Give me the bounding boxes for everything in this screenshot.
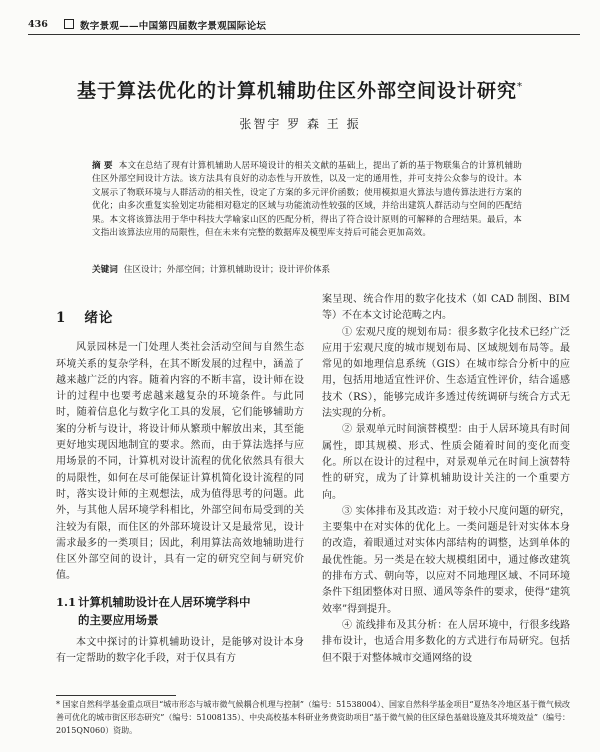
running-title: 数字景观——中国第四届数字景观国际论坛 <box>80 21 267 32</box>
paragraph: 本文中探讨的计算机辅助设计，是能够对设计本身有一定帮助的数字化手段，对于仅具有方 <box>56 636 304 665</box>
keywords-text: 住区设计；外部空间；计算机辅助设计；设计评价体系 <box>123 265 331 275</box>
list-item-4: ④ 流线排布及其分析：在人居环境中，行很多线路排布设计，也适合用多数化的方式进行布局研究。包括但不限于对整体城市交通网络的设 <box>322 619 570 664</box>
article-authors: 张智宇 罗 森 王 振 <box>239 117 361 131</box>
footnote: * 国家自然科学基金重点项目“城市形态与城市微气候耦合机理与控制”（编号：51538004）、国家自然科学基金项目“夏热冬冷地区基于微气候改善可优化的城市街区形态研究”（编号：51008135）、中央高校基本科研业务费资助项目“基于微气候的住区绿色基础设施及其环境效益”（编号：2015QN060）资助。 <box>56 700 570 735</box>
abstract-text: 本文在总结了现有计算机辅助人居环境设计的相关文献的基础上，提出了新的基于物联集合的计算机辅助住区外部空间设计方法。该方法具有良好的动态性与开放性，以及一定的通用性，并可支持公众参与的设计。本文展示了物联环境与人群活动的相关性，设定了方案的多元评价函数；使用模拟退火算法与遗传算法进行方案的优化；由多次重复实验划定功能相对稳定的区域与功能流动性较强的区域，并给出建筑人群活动与空间的匹配结果。本文将该算法用于华中科技大学喻家山区的匹配分析，得出了符合设计原则的可解释的合理结果。最后，本文指出该算法应用的局限性，但在未来有完整的数据库及模型库支持后可能会更加高效。 <box>92 161 523 239</box>
footnote-rule <box>56 695 176 696</box>
header-box-icon <box>64 19 74 29</box>
article-title <box>0 76 600 103</box>
section-number: 1 <box>56 310 67 326</box>
list-item-1: ① 宏观尺度的规划布局：很多数字化技术已经广泛应用于宏观尺度的城市规划布局、区域规划布局等。最常见的如地理信息系统（GIS）在城市综合分析中的应用，包括用地适宜性评价、生态适宜性评价，结合遥感技术（RS），能够完成许多透过传统调研与统合方式无法实现的分析。 <box>322 326 570 420</box>
list-item-3: ③ 实体排布及其改造：对于较小尺度问题的研究，主要集中在对实体的优化上。一类问题是针对实体本身的改造，着眼通过对实体内部结构的调整，达到单体的最优性能。另一类是在较大规模组团中，通过修改建筑的排布方式、朝向等，以应对不同地理区域、不同环境条件下组团整体对日照、通风等条件的要求，使得“建筑效率”得到提升。 <box>322 505 570 615</box>
abstract-label: 摘 要 <box>92 161 113 171</box>
section-title: 绪论 <box>84 310 114 326</box>
left-column <box>56 292 304 667</box>
keywords <box>92 264 522 277</box>
right-column <box>322 292 570 667</box>
page-number: 436 <box>28 19 48 30</box>
running-header <box>28 18 580 38</box>
keywords-label: 关键词 <box>92 265 118 275</box>
abstract <box>92 160 522 240</box>
title-footnote-mark: * <box>517 81 523 93</box>
subsection-number: 1.1 <box>56 594 77 609</box>
subsection-title-line1: 计算机辅助设计在人居环境学科中 <box>78 594 251 609</box>
paragraph-continued: 案呈现、统合作用的数字化技术（如 CAD 制图、BIM 等）不在本文讨论范畴之内。 <box>322 294 570 322</box>
header-rule <box>28 34 580 35</box>
section-heading-1 <box>56 310 304 326</box>
article-title-text: 基于算法优化的计算机辅助住区外部空间设计研究 <box>76 80 517 102</box>
subsection-title-line2: 的主要应用场景 <box>78 612 159 627</box>
subsection-heading-1-1 <box>56 593 304 629</box>
list-item-2: ② 景观单元时间演替模型：由于人居环境具有时间属性，即其规模、形式、性质会随着时间的变化而变化。所以在设计的过程中，对景观单元在时间上演替特性的研究，成为了计算机辅助设计关注的一个重要方向。 <box>322 424 570 501</box>
paragraph: 风景园林是一门处理人类社会活动空间与自然生态环境关系的复杂学科，在其不断发展的过程中，涵盖了越来越广泛的内容。随着内容的不断丰富，设计师在设计的过程中也要考虑越来越复杂的环境条件。与此同时，随着信息化与数字化工具的发展，它们能够辅助方案的分析与设计，将设计师从繁琐中解放出来，其至能更好地实现因地制宜的要求。然而，由于算法选择与应用场景的不同，计算机对设计流程的优化依然具有很大的局限性，如何在尽可能保证计算机简化设计流程的同时，落实设计师的主观想法，成为值得思考的问题。此外，与其他人居环境学科相比，外部空间布局受到的关注较为有限，而住区的外部环境设计又是最常见，设计需求最多的一类项目；因此，利用算法高效地辅助进行住区外部空间的设计，具有一定的研究空间与研究价值。 <box>56 342 304 582</box>
